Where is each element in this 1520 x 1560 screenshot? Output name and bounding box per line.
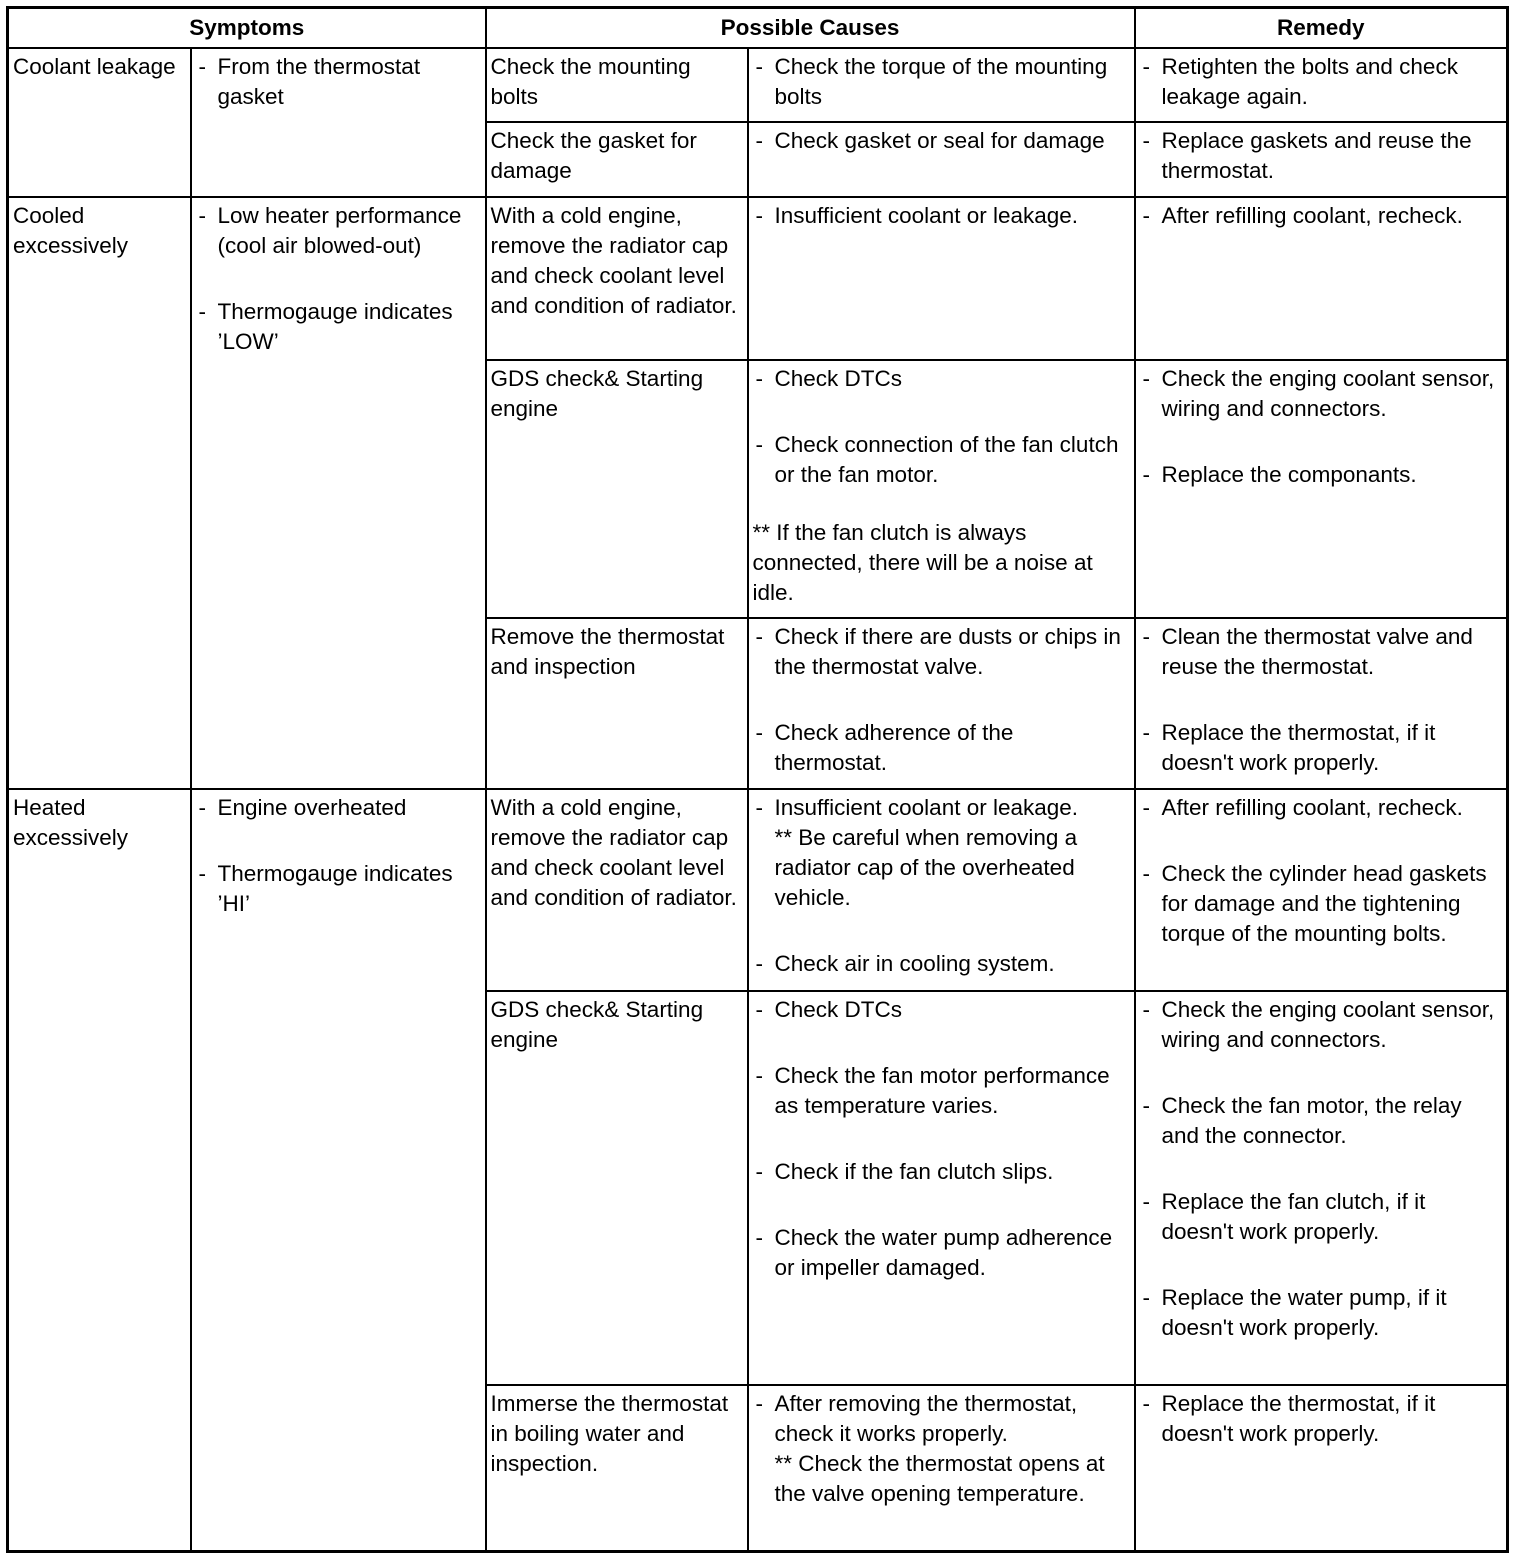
dash-marker: - <box>198 861 206 886</box>
symptom-detail-item <box>196 859 481 919</box>
check-text: Check if the fan clutch slips. <box>774 1159 1054 1184</box>
symptom-detail-text: From the thermostat gasket <box>217 54 421 109</box>
check-text: Check connection of the fan clutch or the fan motor. <box>774 432 1119 487</box>
dash-marker: - <box>755 720 763 745</box>
remedy-item <box>1140 622 1503 682</box>
remedy-cell <box>1135 360 1508 618</box>
check-item <box>753 1061 1130 1121</box>
dash-marker: - <box>755 624 763 649</box>
symptom-cell: Cooled excessively <box>8 197 191 789</box>
remedy-cell <box>1135 789 1508 991</box>
dash-marker: - <box>1142 1093 1150 1118</box>
symptom-detail-item <box>196 793 481 823</box>
check-cell <box>748 360 1135 618</box>
remedy-cell <box>1135 197 1508 360</box>
check-cell <box>748 197 1135 360</box>
remedy-text: Check the enging coolant sensor, wiring and connectors. <box>1161 997 1495 1052</box>
remedy-cell <box>1135 991 1508 1385</box>
check-text: Check DTCs <box>774 366 903 391</box>
dash-marker: - <box>1142 624 1150 649</box>
remedy-text: Replace the water pump, if it doesn't work properly. <box>1161 1285 1447 1340</box>
remedy-cell <box>1135 1385 1508 1551</box>
check-item <box>753 718 1130 778</box>
check-text: Check the fan motor performance as temperature varies. <box>774 1063 1110 1118</box>
symptom-detail-text: Thermogauge indicates ’HI’ <box>217 861 453 916</box>
remedy-item <box>1140 859 1503 949</box>
symptom-cell: Heated excessively <box>8 789 191 1551</box>
symptom-details-cell <box>191 48 486 197</box>
check-item <box>753 430 1130 490</box>
check-cell <box>748 789 1135 991</box>
symptom-details-cell <box>191 789 486 1551</box>
remedy-item <box>1140 1283 1503 1343</box>
dash-marker: - <box>755 1063 763 1088</box>
check-item <box>753 995 1130 1025</box>
cause-cell: With a cold engine, remove the radiator cap and check coolant level and condition of radiator. <box>486 197 748 360</box>
troubleshooting-table <box>6 6 1509 1553</box>
dash-marker: - <box>198 203 206 228</box>
remedy-item <box>1140 1389 1503 1449</box>
dash-marker: - <box>1142 128 1150 153</box>
remedy-item <box>1140 52 1503 112</box>
check-text: Check if there are dusts or chips in the thermostat valve. <box>774 624 1121 679</box>
check-text: Check the torque of the mounting bolts <box>774 54 1108 109</box>
table-body <box>8 48 1508 1551</box>
check-text: Insufficient coolant or leakage. <box>774 203 1079 228</box>
symptom-detail-text: Low heater performance (cool air blowed-out) <box>217 203 462 258</box>
cause-cell: Check the gasket for damage <box>486 122 748 197</box>
check-item <box>753 52 1130 112</box>
remedy-item <box>1140 995 1503 1055</box>
symptom-detail-item <box>196 52 481 112</box>
check-text: Check the water pump adherence or impeller damaged. <box>774 1225 1113 1280</box>
check-item <box>753 622 1130 682</box>
cause-cell: Check the mounting bolts <box>486 48 748 122</box>
table-row <box>8 197 1508 360</box>
dash-marker: - <box>1142 861 1150 886</box>
dash-marker: - <box>755 1159 763 1184</box>
symptom-detail-text: Thermogauge indicates ’LOW’ <box>217 299 453 354</box>
remedy-text: Replace the componants. <box>1161 462 1417 487</box>
check-cell <box>748 122 1135 197</box>
check-cell <box>748 618 1135 789</box>
remedy-item <box>1140 126 1503 186</box>
check-text: After removing the thermostat, check it works properly. ** Check the thermostat opens at the valve opening temperature. <box>774 1391 1105 1506</box>
dash-marker: - <box>1142 1189 1150 1214</box>
dash-marker: - <box>1142 1391 1150 1416</box>
dash-marker: - <box>755 1391 763 1416</box>
dash-marker: - <box>1142 54 1150 79</box>
remedy-cell <box>1135 122 1508 197</box>
remedy-item <box>1140 364 1503 424</box>
cause-cell: GDS check& Starting engine <box>486 360 748 618</box>
check-text: Check DTCs <box>774 997 903 1022</box>
dash-marker: - <box>755 54 763 79</box>
remedy-text: Replace gaskets and reuse the thermostat. <box>1161 128 1472 183</box>
dash-marker: - <box>755 795 763 820</box>
check-item <box>753 1157 1130 1187</box>
symptom-detail-text: Engine overheated <box>217 795 407 820</box>
dash-marker: - <box>755 432 763 457</box>
remedy-text: Check the enging coolant sensor, wiring and connectors. <box>1161 366 1495 421</box>
symptom-detail-item <box>196 297 481 357</box>
check-text: Check gasket or seal for damage <box>774 128 1105 153</box>
dash-marker: - <box>755 366 763 391</box>
remedy-text: Clean the thermostat valve and reuse the thermostat. <box>1161 624 1473 679</box>
dash-marker: - <box>1142 462 1150 487</box>
remedy-text: After refilling coolant, recheck. <box>1161 203 1463 228</box>
check-item <box>753 1389 1130 1509</box>
check-item <box>753 201 1130 231</box>
check-item <box>753 1223 1130 1283</box>
check-note: ** If the fan clutch is always connected, there will be a noise at idle. <box>752 520 1093 605</box>
dash-marker: - <box>1142 1285 1150 1310</box>
dash-marker: - <box>1142 366 1150 391</box>
remedy-cell <box>1135 48 1508 122</box>
check-text: Check air in cooling system. <box>774 951 1055 976</box>
symptom-detail-item <box>196 201 481 261</box>
dash-marker: - <box>755 128 763 153</box>
check-item <box>753 364 1130 394</box>
remedy-text: Replace the fan clutch, if it doesn't work properly. <box>1161 1189 1426 1244</box>
dash-marker: - <box>1142 203 1150 228</box>
check-text: Check adherence of the thermostat. <box>774 720 1014 775</box>
remedy-text: Check the cylinder head gaskets for damage and the tightening torque of the mounting bolts. <box>1161 861 1487 946</box>
dash-marker: - <box>198 54 206 79</box>
header-symptoms: Symptoms <box>8 8 486 49</box>
dash-marker: - <box>1142 720 1150 745</box>
cause-cell: Immerse the thermostat in boiling water and inspection. <box>486 1385 748 1551</box>
dash-marker: - <box>755 951 763 976</box>
remedy-item <box>1140 1187 1503 1247</box>
header-row <box>8 8 1508 49</box>
remedy-item <box>1140 201 1503 231</box>
remedy-item <box>1140 793 1503 823</box>
dash-marker: - <box>1142 997 1150 1022</box>
dash-marker: - <box>1142 795 1150 820</box>
dash-marker: - <box>755 1225 763 1250</box>
check-cell <box>748 991 1135 1385</box>
symptom-cell: Coolant leakage <box>8 48 191 197</box>
remedy-item <box>1140 1091 1503 1151</box>
remedy-text: After refilling coolant, recheck. <box>1161 795 1463 820</box>
check-cell <box>748 1385 1135 1551</box>
dash-marker: - <box>755 203 763 228</box>
check-cell <box>748 48 1135 122</box>
dash-marker: - <box>755 997 763 1022</box>
check-text: Insufficient coolant or leakage. ** Be careful when removing a radiator cap of the overheated vehicle. <box>774 795 1079 910</box>
remedy-item <box>1140 460 1503 490</box>
check-item <box>753 949 1130 979</box>
remedy-item <box>1140 718 1503 778</box>
cause-cell: Remove the thermostat and inspection <box>486 618 748 789</box>
remedy-text: Replace the thermostat, if it doesn't work properly. <box>1161 1391 1436 1446</box>
symptom-details-cell <box>191 197 486 789</box>
check-item <box>753 126 1130 156</box>
table-row <box>8 48 1508 122</box>
cause-cell: With a cold engine, remove the radiator cap and check coolant level and condition of radiator. <box>486 789 748 991</box>
table-row <box>8 789 1508 991</box>
dash-marker: - <box>198 299 206 324</box>
remedy-text: Check the fan motor, the relay and the connector. <box>1161 1093 1462 1148</box>
dash-marker: - <box>198 795 206 820</box>
remedy-text: Replace the thermostat, if it doesn't work properly. <box>1161 720 1436 775</box>
remedy-text: Retighten the bolts and check leakage again. <box>1161 54 1458 109</box>
header-possible-causes: Possible Causes <box>486 8 1135 49</box>
header-remedy: Remedy <box>1135 8 1508 49</box>
check-item <box>753 793 1130 913</box>
remedy-cell <box>1135 618 1508 789</box>
cause-cell: GDS check& Starting engine <box>486 991 748 1385</box>
